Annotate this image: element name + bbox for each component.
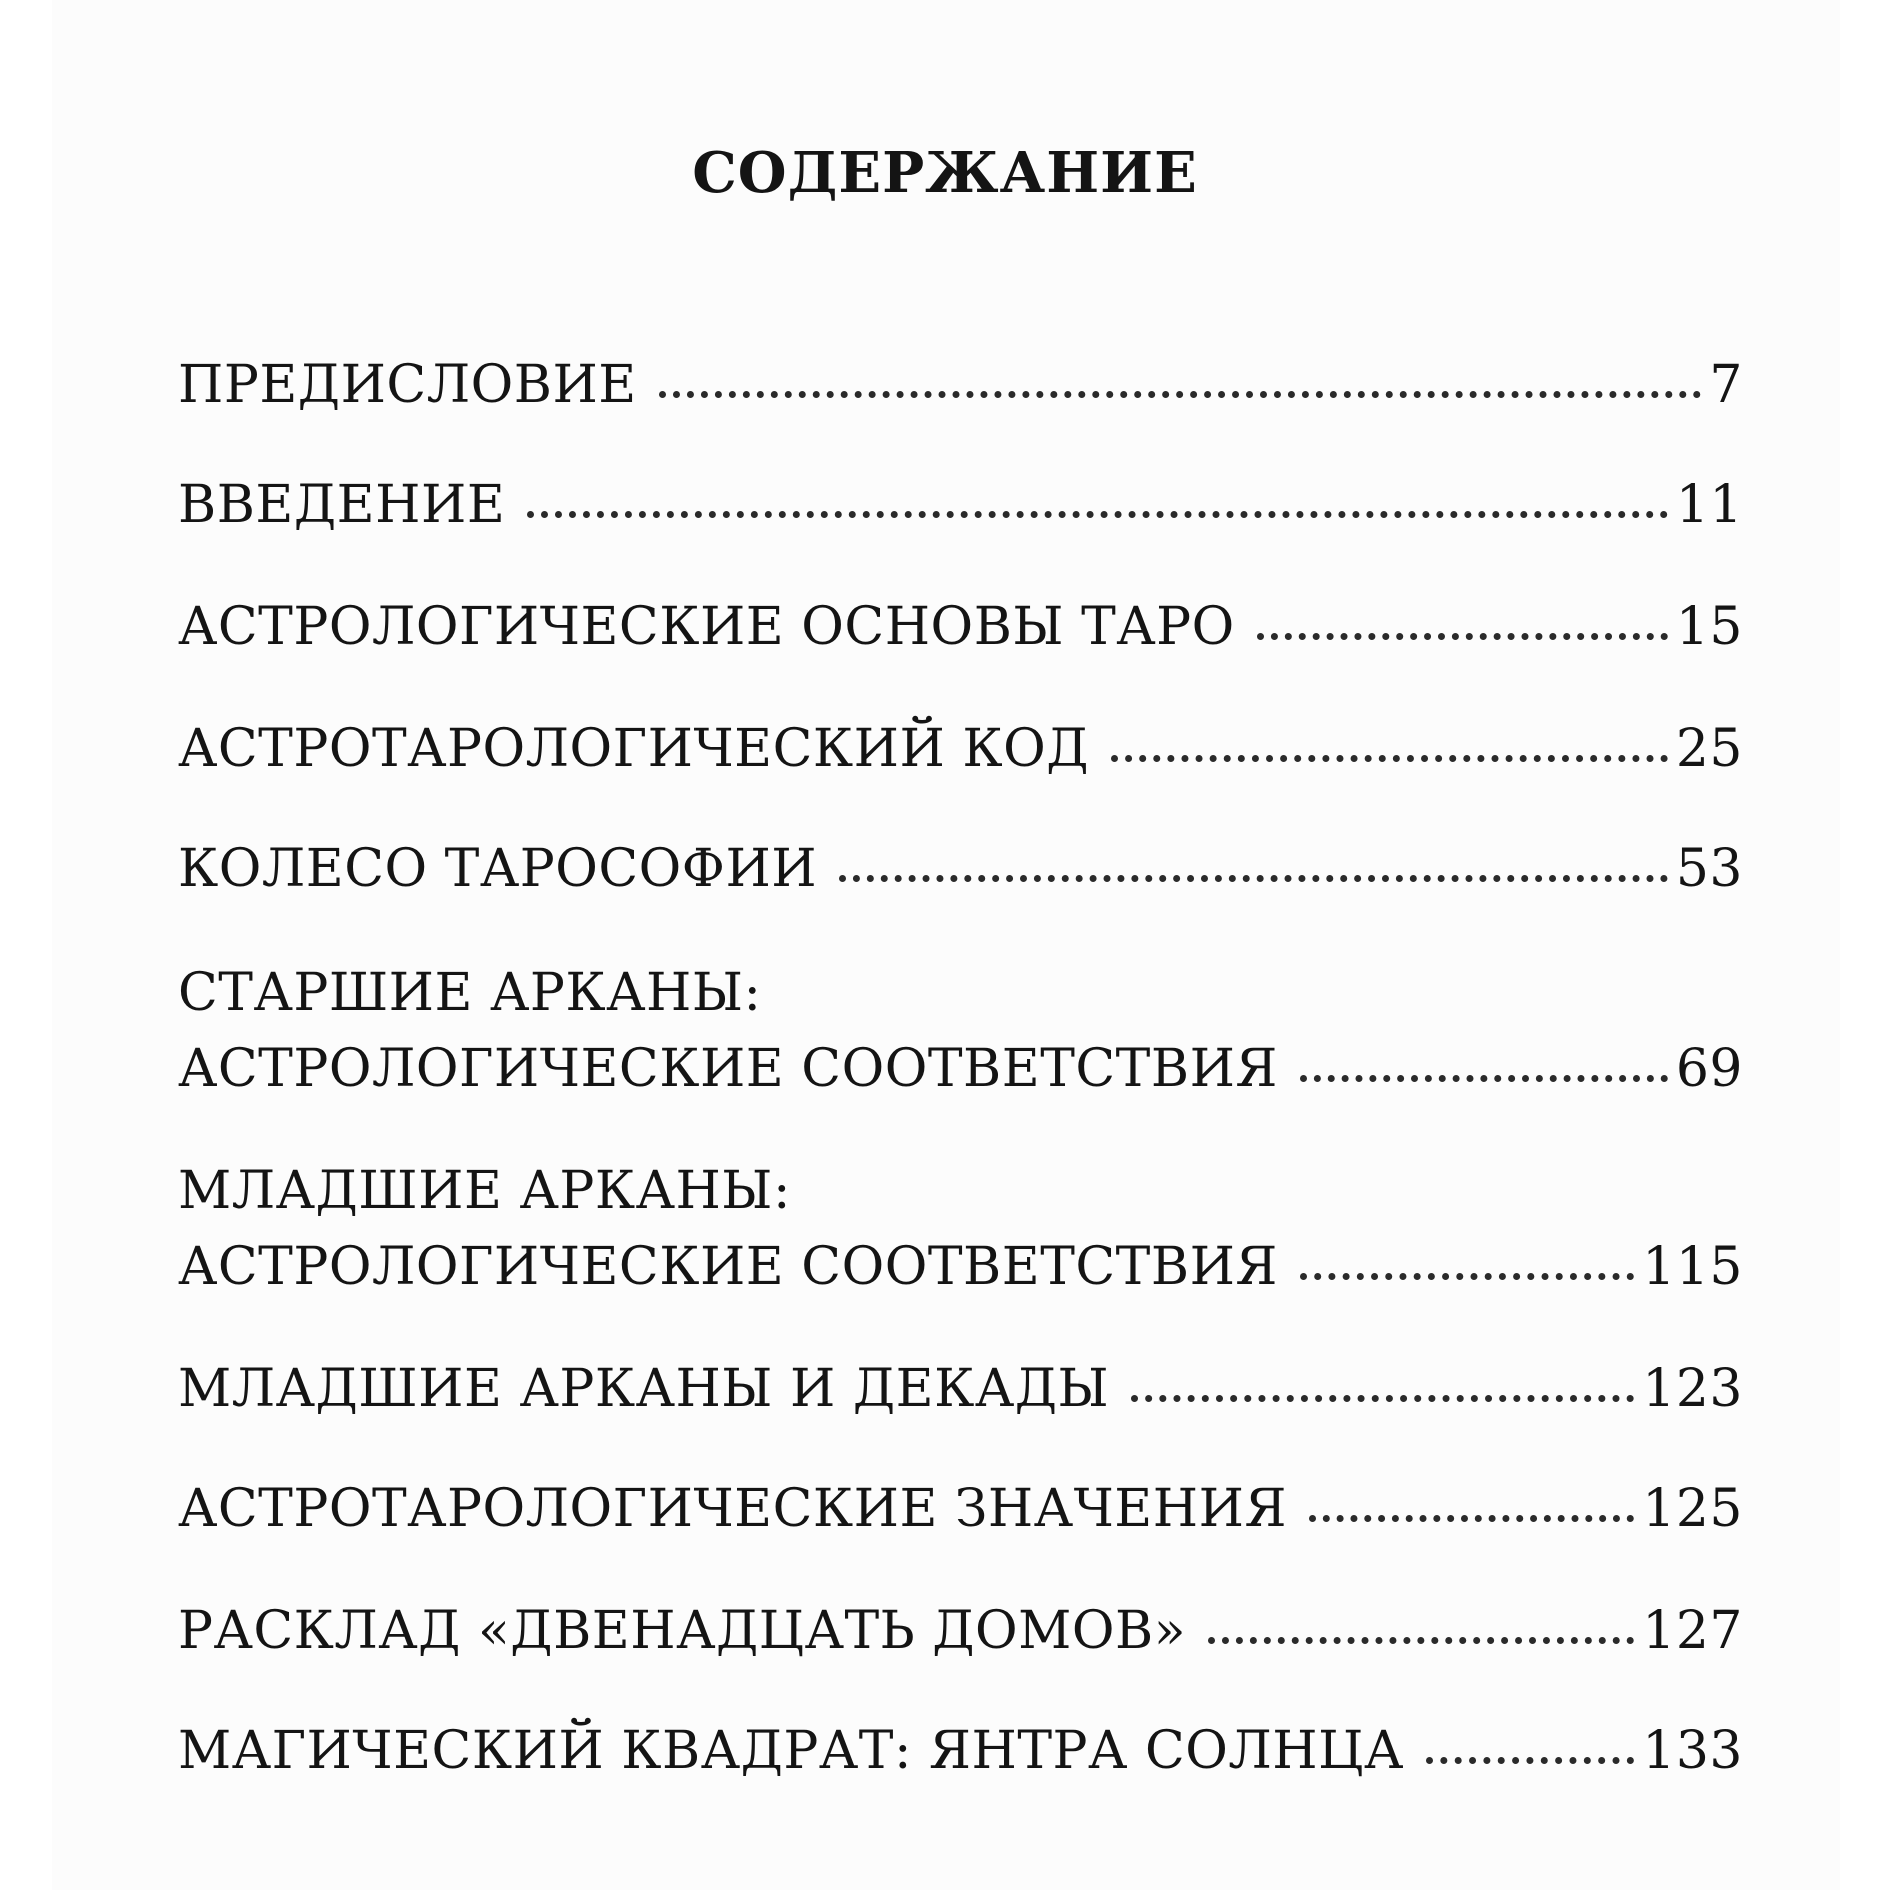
toc-entry-title-line1: МЛАДШИЕ АРКАНЫ: (178, 1161, 791, 1221)
toc-entry-title: АСТРОТАРОЛОГИЧЕСКИЙ КОД (178, 719, 1090, 779)
toc-entry-page: 133 (1642, 1721, 1743, 1781)
toc-entry (178, 718, 1743, 780)
dot-leader (1309, 1515, 1634, 1522)
toc-entry-title: АСТРОЛОГИЧЕСКИЕ СООТВЕТСТВИЯ (178, 1039, 1278, 1099)
dot-leader (1426, 1757, 1634, 1764)
dot-leader (659, 391, 1702, 398)
dot-leader (1300, 1075, 1668, 1082)
dot-leader (527, 511, 1668, 518)
toc-entry-page: 127 (1642, 1601, 1743, 1661)
toc-entry-page: 11 (1675, 475, 1743, 535)
toc-entry (178, 1720, 1743, 1782)
toc-entry-page: 125 (1642, 1479, 1743, 1539)
dot-leader (1111, 755, 1668, 762)
toc-entry-page: 15 (1675, 597, 1743, 657)
toc-entry-title: ВВЕДЕНИЕ (178, 475, 506, 535)
toc-entry-title: РАСКЛАД «ДВЕНАДЦАТЬ ДОМОВ» (178, 1601, 1187, 1661)
toc-entry-title-line1: СТАРШИЕ АРКАНЫ: (178, 963, 762, 1023)
toc-entry-title: АСТРОЛОГИЧЕСКИЕ СООТВЕТСТВИЯ (178, 1237, 1278, 1297)
dot-leader (1300, 1273, 1634, 1280)
toc-entry-page: 25 (1675, 719, 1743, 779)
toc-entry-title: ПРЕДИСЛОВИЕ (178, 355, 637, 415)
toc-entry-title: АСТРОЛОГИЧЕСКИЕ ОСНОВЫ ТАРО (178, 597, 1235, 657)
dot-leader (839, 875, 1668, 882)
page-title: СОДЕРЖАНИЕ (692, 140, 1198, 206)
dot-leader (1257, 633, 1668, 640)
toc-entry-title: МЛАДШИЕ АРКАНЫ И ДЕКАДЫ (178, 1359, 1110, 1419)
toc-entry-title: АСТРОТАРОЛОГИЧЕСКИЕ ЗНАЧЕНИЯ (178, 1479, 1287, 1539)
toc-entry (178, 474, 1743, 536)
toc-entry (178, 1478, 1743, 1540)
dot-leader (1131, 1395, 1634, 1402)
toc-entry-page: 123 (1642, 1359, 1743, 1419)
toc-entry (178, 962, 1743, 1100)
toc-entry-page: 115 (1642, 1237, 1743, 1297)
toc-entry-page: 53 (1675, 839, 1743, 899)
toc-entry (178, 1600, 1743, 1662)
toc-entry-title: МАГИЧЕСКИЙ КВАДРАТ: ЯНТРА СОЛНЦА (178, 1721, 1404, 1781)
toc-entry (178, 838, 1743, 900)
toc-entry-page: 69 (1675, 1039, 1743, 1099)
toc-entry (178, 1160, 1743, 1298)
toc-entry (178, 596, 1743, 658)
toc-entry-title: КОЛЕСО ТАРОСОФИИ (178, 839, 818, 899)
dot-leader (1208, 1637, 1634, 1644)
toc-entry-page: 7 (1709, 355, 1743, 415)
toc-entry (178, 1358, 1743, 1420)
toc-entry (178, 354, 1743, 416)
